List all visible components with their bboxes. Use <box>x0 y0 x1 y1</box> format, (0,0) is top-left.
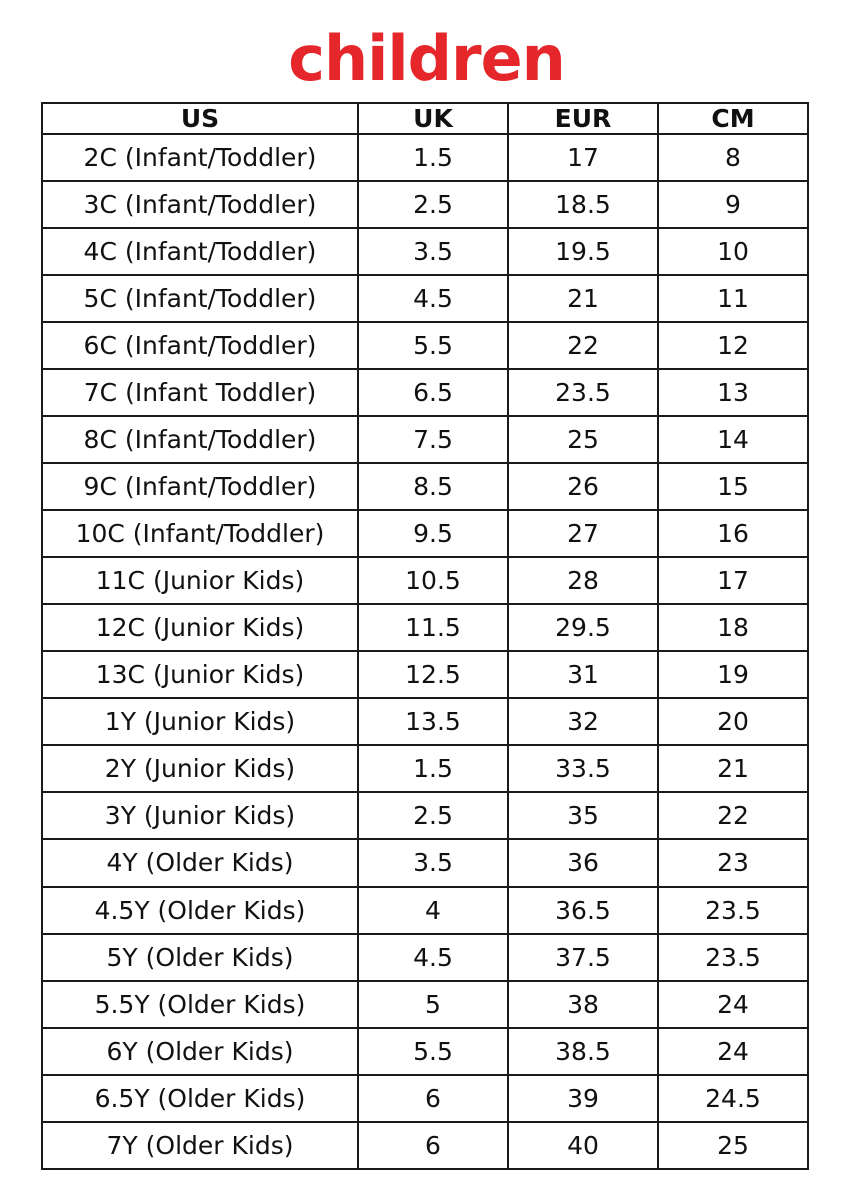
table-row <box>42 275 808 322</box>
cell-uk: 2.5 <box>358 792 508 839</box>
cell-us: 13C (Junior Kids) <box>42 651 358 698</box>
cell-uk: 2.5 <box>358 181 508 228</box>
cell-us: 4Y (Older Kids) <box>42 839 358 886</box>
cell-cm: 10 <box>658 228 808 275</box>
cell-cm: 23.5 <box>658 887 808 934</box>
cell-eur: 21 <box>508 275 658 322</box>
table-row <box>42 369 808 416</box>
cell-eur: 38 <box>508 981 658 1028</box>
cell-us: 7Y (Older Kids) <box>42 1122 358 1169</box>
cell-uk: 6 <box>358 1122 508 1169</box>
cell-eur: 26 <box>508 463 658 510</box>
cell-us: 5C (Infant/Toddler) <box>42 275 358 322</box>
cell-eur: 22 <box>508 322 658 369</box>
cell-cm: 12 <box>658 322 808 369</box>
cell-eur: 28 <box>508 557 658 604</box>
table-row <box>42 510 808 557</box>
cell-cm: 15 <box>658 463 808 510</box>
cell-uk: 1.5 <box>358 745 508 792</box>
table-row <box>42 1075 808 1122</box>
cell-us: 1Y (Junior Kids) <box>42 698 358 745</box>
table-row <box>42 887 808 934</box>
table-row <box>42 604 808 651</box>
cell-us: 6.5Y (Older Kids) <box>42 1075 358 1122</box>
cell-uk: 3.5 <box>358 839 508 886</box>
cell-uk: 8.5 <box>358 463 508 510</box>
table-row <box>42 322 808 369</box>
cell-eur: 19.5 <box>508 228 658 275</box>
cell-cm: 11 <box>658 275 808 322</box>
cell-eur: 17 <box>508 134 658 181</box>
cell-eur: 40 <box>508 1122 658 1169</box>
table-row <box>42 839 808 886</box>
cell-cm: 13 <box>658 369 808 416</box>
cell-us: 12C (Junior Kids) <box>42 604 358 651</box>
cell-us: 4.5Y (Older Kids) <box>42 887 358 934</box>
cell-cm: 22 <box>658 792 808 839</box>
table-row <box>42 792 808 839</box>
table-row <box>42 181 808 228</box>
cell-cm: 16 <box>658 510 808 557</box>
cell-us: 2Y (Junior Kids) <box>42 745 358 792</box>
cell-us: 6Y (Older Kids) <box>42 1028 358 1075</box>
cell-cm: 18 <box>658 604 808 651</box>
cell-uk: 6.5 <box>358 369 508 416</box>
cell-uk: 12.5 <box>358 651 508 698</box>
cell-eur: 39 <box>508 1075 658 1122</box>
cell-eur: 35 <box>508 792 658 839</box>
cell-cm: 19 <box>658 651 808 698</box>
cell-uk: 9.5 <box>358 510 508 557</box>
cell-uk: 11.5 <box>358 604 508 651</box>
page-title: children <box>288 22 565 95</box>
cell-cm: 8 <box>658 134 808 181</box>
cell-us: 3Y (Junior Kids) <box>42 792 358 839</box>
cell-uk: 5 <box>358 981 508 1028</box>
cell-us: 2C (Infant/Toddler) <box>42 134 358 181</box>
cell-cm: 24 <box>658 981 808 1028</box>
cell-uk: 4 <box>358 887 508 934</box>
cell-uk: 7.5 <box>358 416 508 463</box>
cell-cm: 24 <box>658 1028 808 1075</box>
cell-uk: 3.5 <box>358 228 508 275</box>
cell-eur: 37.5 <box>508 934 658 981</box>
cell-us: 10C (Infant/Toddler) <box>42 510 358 557</box>
table-row <box>42 698 808 745</box>
cell-eur: 38.5 <box>508 1028 658 1075</box>
cell-uk: 5.5 <box>358 322 508 369</box>
cell-eur: 31 <box>508 651 658 698</box>
cell-uk: 4.5 <box>358 275 508 322</box>
cell-uk: 10.5 <box>358 557 508 604</box>
header-us: US <box>42 103 358 134</box>
table-row <box>42 416 808 463</box>
cell-cm: 9 <box>658 181 808 228</box>
cell-us: 7C (Infant Toddler) <box>42 369 358 416</box>
table-row <box>42 557 808 604</box>
table-row <box>42 228 808 275</box>
table-row <box>42 134 808 181</box>
header-cm: CM <box>658 103 808 134</box>
table-row <box>42 1028 808 1075</box>
header-eur: EUR <box>508 103 658 134</box>
cell-uk: 4.5 <box>358 934 508 981</box>
cell-cm: 20 <box>658 698 808 745</box>
cell-cm: 24.5 <box>658 1075 808 1122</box>
cell-eur: 33.5 <box>508 745 658 792</box>
table-row <box>42 1122 808 1169</box>
table-header-row <box>42 103 808 134</box>
size-chart-table <box>41 102 809 1170</box>
cell-eur: 27 <box>508 510 658 557</box>
table-row <box>42 651 808 698</box>
cell-uk: 1.5 <box>358 134 508 181</box>
cell-uk: 5.5 <box>358 1028 508 1075</box>
cell-cm: 23.5 <box>658 934 808 981</box>
cell-uk: 13.5 <box>358 698 508 745</box>
cell-eur: 25 <box>508 416 658 463</box>
header-uk: UK <box>358 103 508 134</box>
cell-us: 11C (Junior Kids) <box>42 557 358 604</box>
cell-us: 8C (Infant/Toddler) <box>42 416 358 463</box>
cell-us: 4C (Infant/Toddler) <box>42 228 358 275</box>
table-body <box>42 134 808 1169</box>
cell-eur: 36 <box>508 839 658 886</box>
cell-us: 9C (Infant/Toddler) <box>42 463 358 510</box>
table-row <box>42 463 808 510</box>
cell-cm: 25 <box>658 1122 808 1169</box>
cell-us: 5.5Y (Older Kids) <box>42 981 358 1028</box>
cell-us: 5Y (Older Kids) <box>42 934 358 981</box>
cell-eur: 18.5 <box>508 181 658 228</box>
cell-eur: 29.5 <box>508 604 658 651</box>
cell-eur: 32 <box>508 698 658 745</box>
table-row <box>42 745 808 792</box>
cell-uk: 6 <box>358 1075 508 1122</box>
cell-cm: 17 <box>658 557 808 604</box>
table-row <box>42 981 808 1028</box>
cell-us: 6C (Infant/Toddler) <box>42 322 358 369</box>
table-row <box>42 934 808 981</box>
cell-cm: 23 <box>658 839 808 886</box>
cell-us: 3C (Infant/Toddler) <box>42 181 358 228</box>
cell-eur: 36.5 <box>508 887 658 934</box>
cell-eur: 23.5 <box>508 369 658 416</box>
cell-cm: 14 <box>658 416 808 463</box>
cell-cm: 21 <box>658 745 808 792</box>
